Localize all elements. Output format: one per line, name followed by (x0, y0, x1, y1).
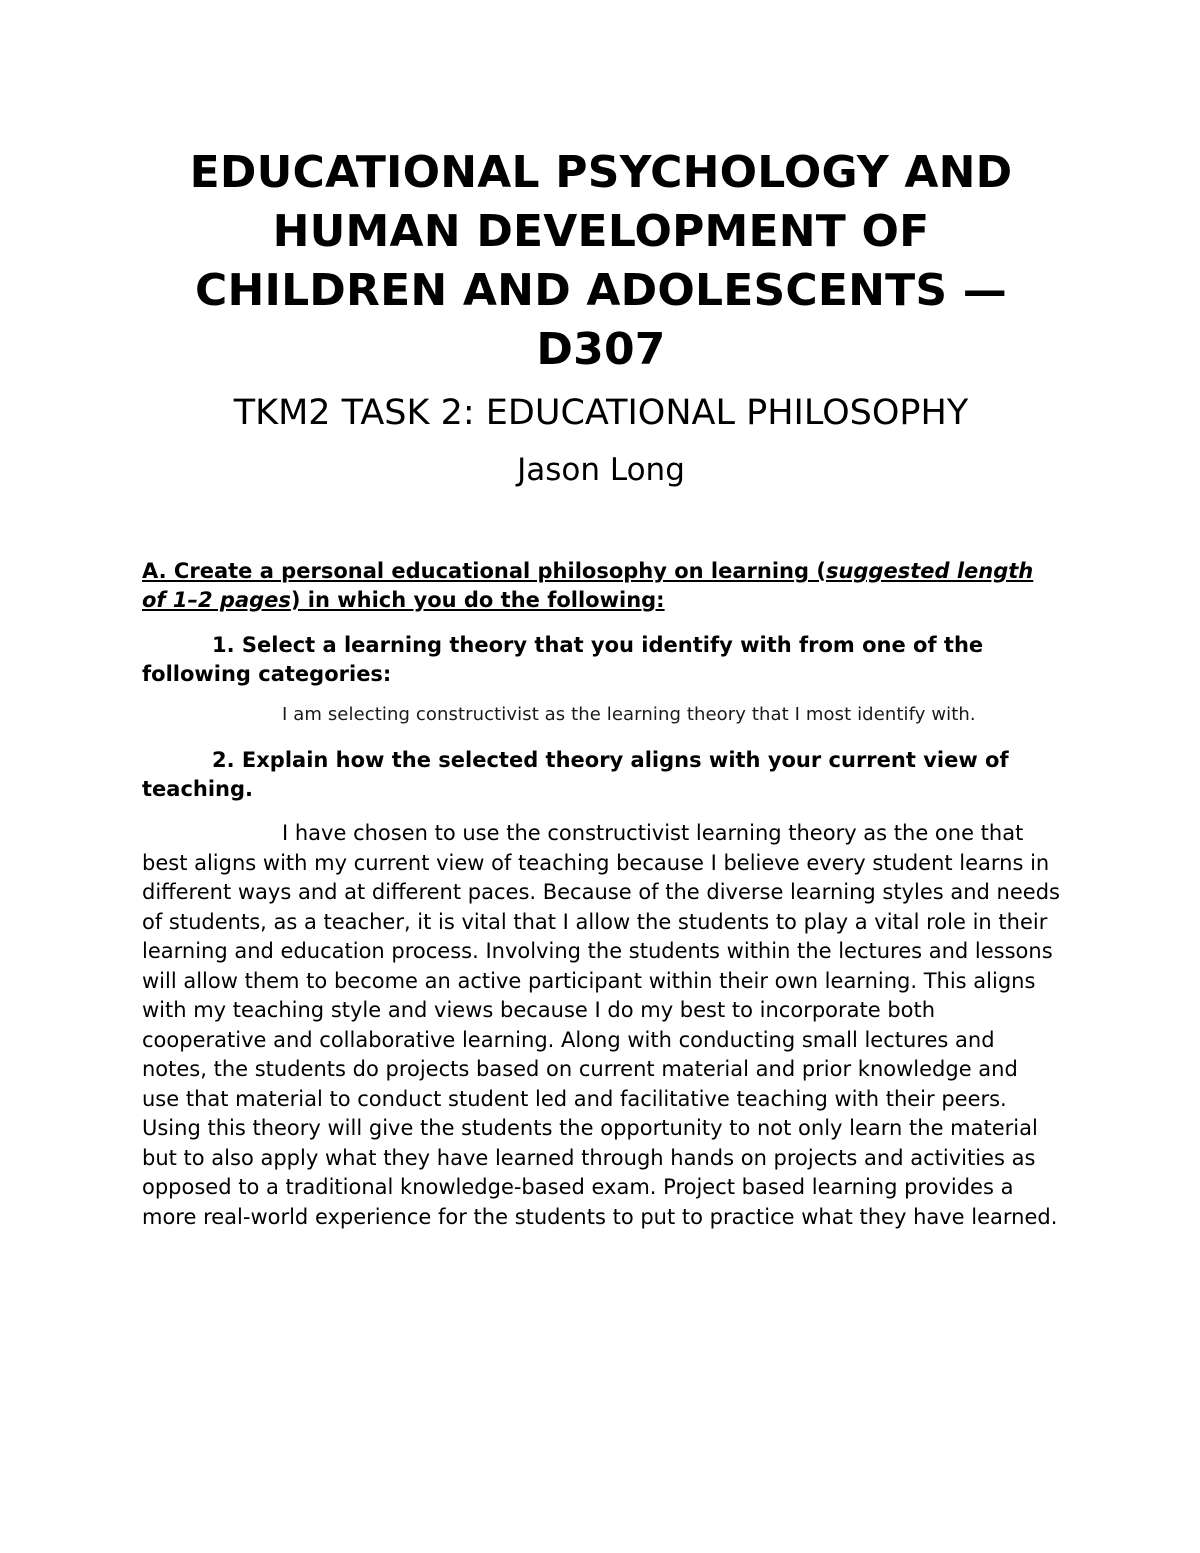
item-1-answer: I am selecting constructivist as the learning theory that I most identify with. (282, 704, 976, 725)
section-a-italic: suggested length of 1–2 pages (142, 559, 1034, 612)
document-content (142, 143, 1060, 1232)
section-a-prefix: A. Create a personal educational philosophy on learning ( (142, 559, 826, 583)
section-a-suffix: ) in which you do the following: (290, 588, 665, 612)
document-title: EDUCATIONAL PSYCHOLOGY AND HUMAN DEVELOPMENT OF CHILDREN AND ADOLESCENTS — D307 (189, 147, 1013, 375)
item-1-heading: 1. Select a learning theory that you identify with from one of the following categories: (142, 633, 984, 686)
author-name: Jason Long (517, 452, 685, 488)
item-2-answer: I have chosen to use the constructivist learning theory as the one that best aligns with my current view of teaching because I believe every student learns in different ways and at different paces. Because of the diverse learning styles and needs of students, as a teacher, it is vital that I allow the students to play a vital role in their learning and education process. Involving the students within the lectures and lessons will allow them to become an active participant within their own learning. This aligns with my teaching style and views because I do my best to incorporate both cooperative and collaborative learning. Along with conducting small lectures and notes, the students do projects based on current material and prior knowledge and use that material to conduct student led and facilitative teaching with their peers. Using this theory will give the students the opportunity to not only learn the material but to also apply what they have learned through hands on projects and activities as opposed to a traditional knowledge-based exam. Project based learning provides a more real-world experience for the students to put to practice what they have learned. (142, 821, 1060, 1229)
section-a-heading (142, 557, 1060, 615)
document-subtitle: TKM2 TASK 2: EDUCATIONAL PHILOSOPHY (233, 393, 969, 433)
item-2-heading: 2. Explain how the selected theory aligns with your current view of teaching. (142, 748, 1009, 801)
